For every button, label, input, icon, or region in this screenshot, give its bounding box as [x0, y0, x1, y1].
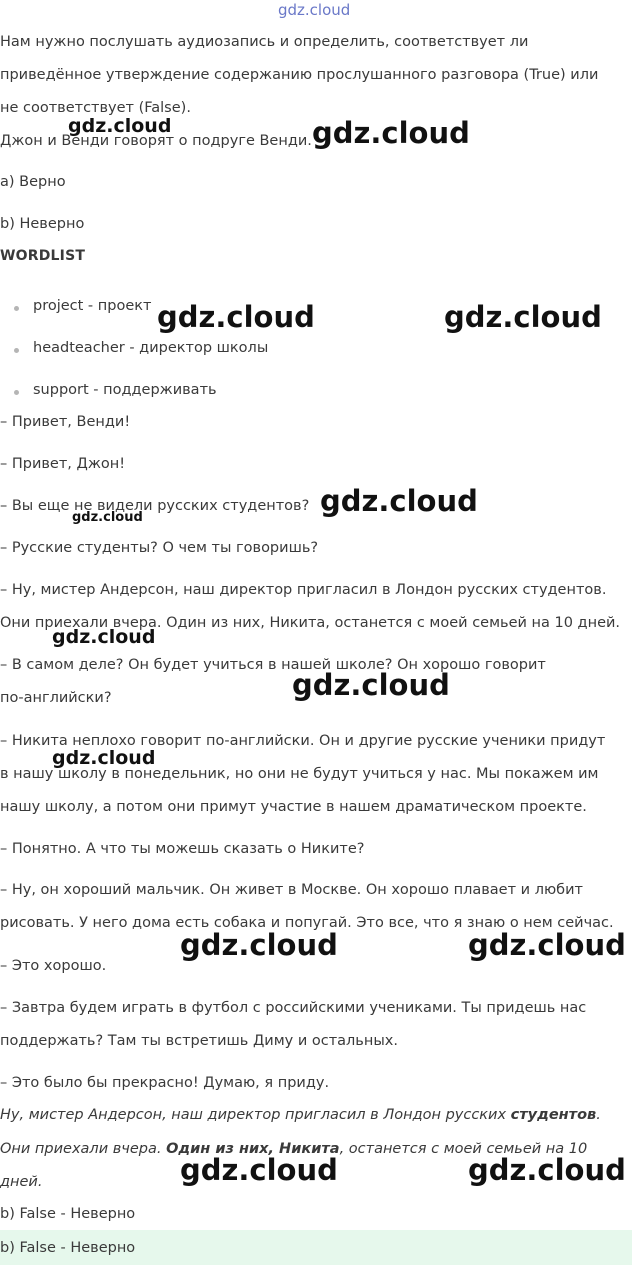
dialogue-line: – Это хорошо.	[0, 958, 107, 974]
explanation-text: , останется с моей семьей на 10	[339, 1141, 588, 1157]
watermark-top: gdz.cloud	[278, 1, 351, 19]
explanation-line	[0, 1107, 601, 1123]
explanation-text: .	[596, 1107, 601, 1123]
dialogue-line: – Привет, Джон!	[0, 456, 126, 472]
intro-line: Нам нужно послушать аудиозапись и определить, соответствует ли	[0, 34, 529, 50]
dialogue-line: в нашу школу в понедельник, но они не будут учиться у нас. Мы покажем им	[0, 766, 599, 782]
watermark: gdz.cloud	[180, 928, 338, 962]
watermark: gdz.cloud	[68, 115, 172, 137]
explanation-bold: Один из них, Никита	[166, 1141, 340, 1157]
dialogue-line: нашу школу, а потом они примут участие в нашем драматическом проекте.	[0, 799, 587, 815]
dialogue-line: – Это было бы прекрасно! Думаю, я приду.	[0, 1075, 330, 1091]
dialogue-line: – Вы еще не видели русских студентов?	[0, 498, 310, 514]
watermark: gdz.cloud	[444, 300, 602, 334]
intro-line: не соответствует (False).	[0, 100, 191, 116]
explanation-text: Они приехали вчера.	[0, 1141, 167, 1157]
wordlist-heading: WORDLIST	[0, 248, 86, 264]
dialogue-line: рисовать. У него дома есть собака и попугай. Это все, что я знаю о нем сейчас.	[0, 915, 614, 931]
bullet-icon	[14, 390, 19, 395]
dialogue-line: – Ну, мистер Андерсон, наш директор пригласил в Лондон русских студентов.	[0, 582, 607, 598]
watermark: gdz.cloud	[320, 484, 478, 518]
wordlist-item: project - проект	[33, 298, 152, 314]
option-a: a) Верно	[0, 174, 66, 190]
watermark: gdz.cloud	[312, 116, 470, 150]
bullet-icon	[14, 306, 19, 311]
watermark: gdz.cloud	[52, 747, 156, 769]
watermark: gdz.cloud	[72, 510, 143, 525]
dialogue-line: Они приехали вчера. Один из них, Никита, останется с моей семьей на 10 дней.	[0, 615, 621, 631]
dialogue-line: – Никита неплохо говорит по-английски. Он и другие русские ученики придут	[0, 733, 606, 749]
watermark: gdz.cloud	[468, 1153, 626, 1187]
dialogue-line: – Ну, он хороший мальчик. Он живет в Москве. Он хорошо плавает и любит	[0, 882, 583, 898]
dialogue-line: – Завтра будем играть в футбол с российскими учениками. Ты придешь нас	[0, 1000, 587, 1016]
answer-highlight-text: b) False - Неверно	[0, 1240, 136, 1256]
answer-line: b) False - Неверно	[0, 1206, 136, 1222]
option-b: b) Неверно	[0, 216, 85, 232]
dialogue-line: по-английски?	[0, 690, 112, 706]
intro-line: приведённое утверждение содержанию прослушанного разговора (True) или	[0, 67, 599, 83]
explanation-line: дней.	[0, 1174, 43, 1190]
statement: Джон и Венди говорят о подруге Венди.	[0, 133, 312, 149]
bullet-icon	[14, 348, 19, 353]
wordlist-item: headteacher - директор школы	[33, 340, 269, 356]
dialogue-line: – В самом деле? Он будет учиться в нашей школе? Он хорошо говорит	[0, 657, 546, 673]
dialogue-line: поддержать? Там ты встретишь Диму и остальных.	[0, 1033, 398, 1049]
watermark: gdz.cloud	[468, 928, 626, 962]
dialogue-line: – Привет, Венди!	[0, 414, 131, 430]
explanation-text: Ну, мистер Андерсон, наш директор пригласил в Лондон русских	[0, 1107, 511, 1123]
watermark: gdz.cloud	[292, 668, 450, 702]
wordlist-item: support - поддерживать	[33, 382, 217, 398]
watermark: gdz.cloud	[180, 1153, 338, 1187]
dialogue-line: – Понятно. А что ты можешь сказать о Никите?	[0, 841, 365, 857]
explanation-bold: студентов	[510, 1107, 597, 1123]
dialogue-line: – Русские студенты? О чем ты говоришь?	[0, 540, 319, 556]
explanation-line	[0, 1141, 587, 1157]
watermark: gdz.cloud	[157, 300, 315, 334]
watermark: gdz.cloud	[52, 626, 156, 648]
